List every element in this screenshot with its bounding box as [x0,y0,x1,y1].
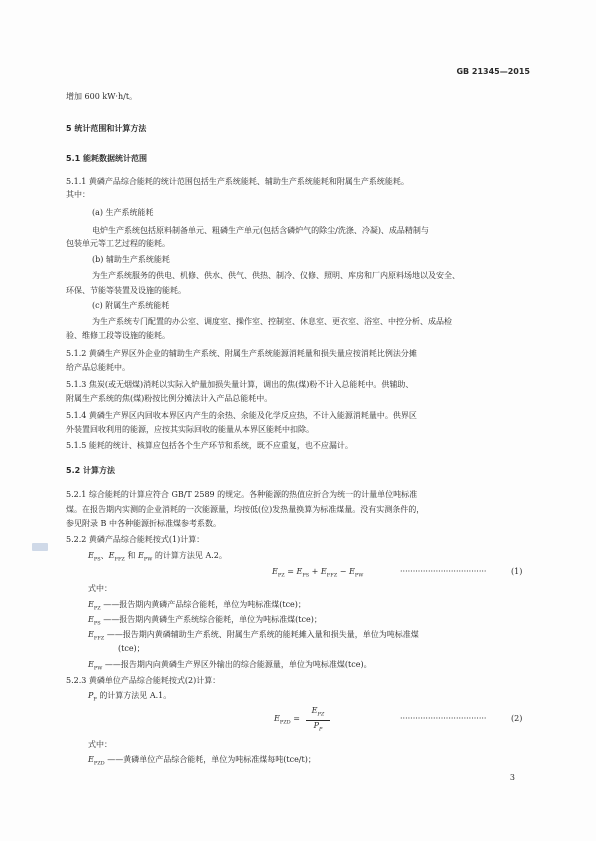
section-heading-5: 5 统计范围和计算方法 [66,124,147,133]
clause-5-2-1: 5.2.1 综合能耗的计算应符合 GB/T 2589 的规定。各种能源的热值应折合为统一的计量单位吨标准 [66,490,418,499]
section-heading-5-2: 5.2 计算方法 [66,466,115,475]
clause-5-1-5: 5.1.5 能耗的统计、核算应包括各个生产环节和系统，既不应重复，也不应漏计。 [66,441,353,450]
equation-2-fraction [306,706,330,734]
margin-marker [32,543,48,551]
def-effz-text: ——报告期内黄磷辅助生产系统、附属生产系统的能耗摊入量和损失量，单位为吨标准煤 [106,630,419,639]
def-epz: $E_{PZ}$ ——报告期内黄磷产品综合能耗，单位为吨标准煤(tce)； [88,600,306,612]
clause-5-2-1-cont-2: 参见附录 B 中各种能源折标准煤参考系数。 [66,519,221,528]
equation-2-number: (2) [511,714,523,723]
clause-5-1-4-cont: 外装置回收利用的能源，应按其实际回收的能量从本界区能耗中扣除。 [66,425,314,434]
def-epw: $E_{PW}$ ——报告期内向黄磷生产界区外输出的综合能源量，单位为吨标准煤(tce)。 [88,660,372,672]
equation-1-leader: ·································· [400,567,487,576]
def-eps-text: ——报告期内黄磷生产系统综合能耗，单位为吨标准煤(tce)； [103,615,322,624]
pp-intro-text: 的计算方法见 A.1。 [99,691,172,700]
section-heading-5-1: 5.1 能耗数据统计范围 [66,154,147,163]
def-effz-cont: (tce)； [118,644,145,653]
equation-2-numerator: $E_{PZ}$ [306,706,330,721]
equation-2-lhs: $E_{PZD}$ = [274,714,300,726]
item-a-text-2: 包装单元等工艺过程的能耗。 [66,239,170,248]
equation-1: $E_{PZ} = E_{PS} + E_{FFZ} - E_{PW}$ [272,567,364,579]
def-epw-text: ——报告期内向黄磷生产界区外输出的综合能源量，单位为吨标准煤(tce)。 [104,660,372,669]
clause-5-2-2: 5.2.2 黄磷产品综合能耗按式(1)计算： [66,535,205,544]
variables-intro-text: 的计算方法见 A.2。 [154,551,227,560]
def-epzd: $E_{PZD}$ ——黄磷单位产品综合能耗，单位为吨标准煤每吨(tce/t)； [88,755,316,767]
clause-5-1-2: 5.1.2 黄磷生产界区外企业的辅助生产系统、附属生产系统能源消耗量和损失量应按消耗比例法分摊 [66,349,417,358]
clause-5-2-1-cont-1: 煤。在报告期内实测的企业消耗的一次能源量，均按低(位)发热量换算为标准煤量。没有实测条件的， [66,505,425,514]
item-a-text-1: 电炉生产系统包括原料制备单元、粗磷生产单元(包括含磷炉气的除尘/洗涤、冷凝)、成品精制与 [92,226,429,235]
item-b-text-2: 环保、节能等装置及设施的能耗。 [66,286,186,295]
item-c-label: (c) 附属生产系统能耗 [92,301,170,310]
variables-intro: $E_{PS}$、$E_{FFZ}$ 和 $E_{PW}$ 的计算方法见 A.2。 [88,551,227,563]
equation-2-leader: ·································· [400,714,487,723]
where-label-1: 式中： [88,584,112,593]
clause-5-1-3: 5.1.3 焦炭(或无烟煤)消耗以实际入炉量加损失量计算，调出的焦(煤)粉不计入总能耗中。供辅助、 [66,380,414,389]
def-eps: $E_{PS}$ ——报告期内黄磷生产系统综合能耗，单位为吨标准煤(tce)； [88,615,322,627]
clause-5-1-1-cont: 其中： [66,190,90,199]
page-number: 3 [509,773,515,782]
continuation-line: 增加 600 kW·h/t。 [66,92,138,101]
clause-5-2-3: 5.2.3 黄磷单位产品综合能耗按式(2)计算： [66,676,221,685]
pp-intro: $P_P$ 的计算方法见 A.1。 [88,691,172,703]
def-effz: $E_{FFZ}$ ——报告期内黄磷辅助生产系统、附属生产系统的能耗摊入量和损失量，单位为吨标准煤 [88,630,419,642]
def-epz-text: ——报告期内黄磷产品综合能耗，单位为吨标准煤(tce)； [103,600,306,609]
item-b-label: (b) 辅助生产系统能耗 [92,255,170,264]
item-b-text-1: 为生产系统服务的供电、机修、供水、供气、供热、制冷、仪修、照明、库房和厂内原料场地以及安全、 [92,271,460,280]
def-epzd-text: ——黄磷单位产品综合能耗，单位为吨标准煤每吨(tce/t)； [107,755,316,764]
standard-code-header: GB 21345—2015 [456,67,530,76]
where-label-2: 式中： [88,740,112,749]
clause-5-1-1: 5.1.1 黄磷产品综合能耗的统计范围包括生产系统能耗、辅助生产系统能耗和附属生产系统能耗。 [66,177,409,186]
equation-2-denominator: $P_P$ [313,720,323,733]
equation-1-number: (1) [511,567,523,576]
clause-5-1-3-cont: 附属生产系统的焦(煤)粉按比例分摊法计入产品总能耗中。 [66,394,273,403]
item-c-text-1: 为生产系统专门配置的办公室、调度室、操作室、控制室、休息室、更衣室、浴室、中控分析、成品检 [92,317,452,326]
item-a-label: (a) 生产系统能耗 [92,208,154,217]
item-c-text-2: 验、维修工段等设施的能耗。 [66,331,170,340]
clause-5-1-2-cont: 给产品总能耗中。 [66,363,130,372]
clause-5-1-4: 5.1.4 黄磷生产界区内回收本界区内产生的余热、余能及化学反应热，不计入能源消耗量中。供界区 [66,411,417,420]
